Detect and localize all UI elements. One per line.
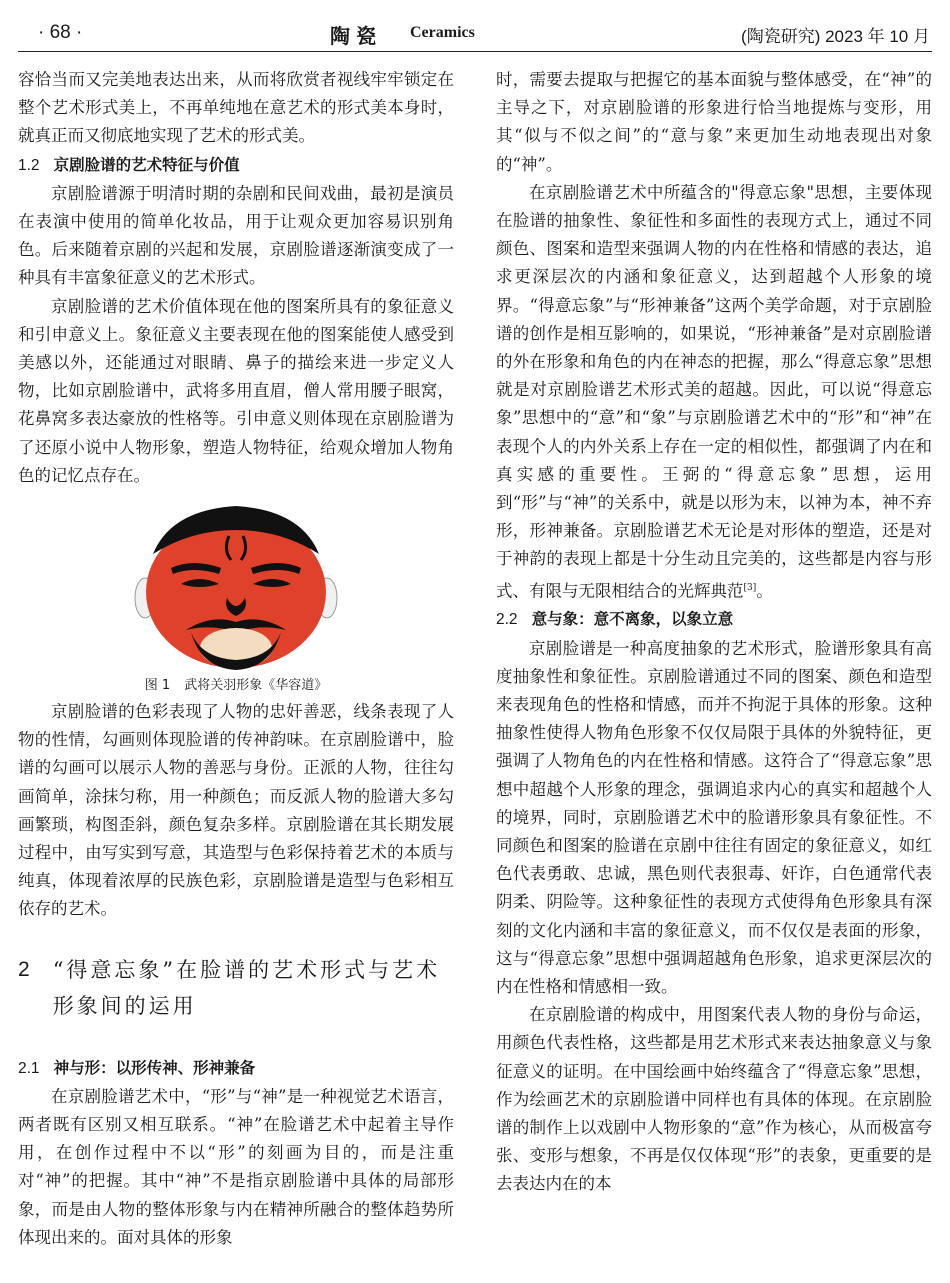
opera-mask-image (131, 502, 341, 670)
figure-caption (18, 676, 454, 696)
paragraph: 在京剧脸谱艺术中，“形”与“神”是一种视觉艺术语言，两者既有区别又相互联系。“神”在脸谱艺术中起着主导作用，在创作过程中不以“形”的刻画为目的，而是注重对“神”的把握。其中“神”不是指京剧脸谱中具体的局部形象，而是由人物的整体形象与内在精神所融合的整体趋势所体现出来的。面对具体的形象 (18, 1086, 454, 1247)
paragraph-text: 在京剧脸谱艺术中所蕴含的"得意忘象"思想，主要体现在脸谱的抽象性、象征性和多面性的表现方式上，通过不同颜色、图案和造型来强调人物的内在性格和情感的表达，追求更深层次的内涵和象征意义，达到超越个人形象的境界。“得意忘象”与“形神兼备”这两个美学命题，对于京剧脸谱的创作是相互影响的，如果说，“形神兼备”是对京剧脸谱的外在形象和角色的内在神态的把握，那么“得意忘象”思想就是对京剧脸谱艺术形式美的超越。因此，可以说“得意忘象”思想中的“意”和“象”与京剧脸谱艺术中的“形”和“神”在表现个人的内外关系上存在一定的相似性，都强调了内在和真实感的重要性。王弼的“得意忘象”思想，运用到“形”与“神”的关系中，就是以形为末，以神为本，神不弃形，形神兼备。京剧脸谱艺术无论是对形体的塑造，还是对于神韵的表现上都是十分生动且完美的，这些都是内容与形式、有限与无限相结合的光辉典范 (496, 182, 932, 601)
left-column (18, 66, 454, 1252)
issue-info: (陶瓷研究) 2023 年 10 月 (741, 27, 930, 46)
paragraph: 在京剧脸谱的构成中，用图案代表人物的身份与命运，用颜色代表性格，这些都是用艺术形式来表达抽象意义与象征意义的证明。在中国绘画中始终蕴含了“得意忘象”思想，作为绘画艺术的京剧脸谱中同样也有具体的体现。在京剧脸谱的制作上以戏剧中人物形象的“意”作为核心，从而极富夸张、变形与想象，不再是仅仅体现“形”的表象，更重要的是去表达内在的本 (496, 1005, 932, 1194)
figure-label: 图 1 (144, 678, 171, 694)
header-rule (18, 51, 932, 52)
paragraph: 时，需要去提取与把握它的基本面貌与整体感受，在“神”的主导之下，对京剧脸谱的形象进行恰当地提炼与变形，用其“似与不似之间”的“意与象”来更加生动地表现出对象的“神”。 (496, 70, 932, 174)
page-number: · 68 · (38, 22, 83, 43)
section-title: 神与形：以形传神、形神兼备 (53, 1058, 256, 1077)
section-heading-1-2 (18, 151, 454, 180)
paragraph: 京剧脸谱源于明清时期的杂剧和民间戏曲，最初是演员在表演中使用的简单化妆品，用于让观众更加容易识别角色。后来随着京剧的兴起和发展，京剧脸谱逐渐演变成了一种具有丰富象征意义的艺术形式。 (18, 183, 454, 288)
figure-1 (18, 502, 454, 696)
paragraph: 京剧脸谱的色彩表现了人物的忠奸善恶，线条表现了人物的性情，勾画则体现脸谱的传神韵味。在京剧脸谱中，脸谱的勾画可以展示人物的善恶与身份。正派的人物，往往勾画简单，涂抹匀称，用一种颜色；而反派人物的脸谱大多勾画繁琐，构图歪斜，颜色复杂多样。京剧脸谱在其长期发展过程中，由写实到写意，其造型与色彩保持着艺术的本质与纯真，体现着浓厚的民族色彩，京剧脸谱是造型与色彩相互依存的艺术。 (18, 702, 454, 919)
paragraph-end: 。 (756, 581, 773, 601)
paragraph: 容恰当而又完美地表达出来，从而将欣赏者视线牢牢锁定在整个艺术形式美上，不再单纯地在意艺术的形式美本身时，就真正而又彻底地实现了艺术的形式美。 (18, 70, 454, 146)
section-title: “得意忘象”在脸谱的艺术形式与艺术形象间的运用 (52, 957, 441, 1018)
paragraph (496, 179, 932, 606)
figure-caption-text: 武将关羽形象《华容道》 (184, 678, 328, 694)
section-number: 2 (18, 957, 33, 981)
section-number: 1.2 (18, 156, 40, 174)
running-header (20, 18, 930, 50)
right-column (496, 66, 932, 1199)
section-number: 2.2 (496, 611, 518, 629)
section-heading-2-2 (496, 605, 932, 634)
paragraph: 京剧脸谱是一种高度抽象的艺术形式，脸谱形象具有高度抽象性和象征性。京剧脸谱通过不同的图案、颜色和造型来表现角色的性格和情感，而并不拘泥于具体的形象。这种抽象性使得人物角色形象不仅仅局限于具体的外貌特征，更强调了人物角色的内在性格和情感。这符合了“得意忘象”思想中超越个人形象的理念，强调追求内心的真实和超越个人的境界，同时，京剧脸谱艺术中的脸谱形象具有象征性。不同颜色和图案的脸谱在京剧中往往有固定的象征意义，如红色代表勇敢、忠诚，黑色则代表狠毒、奸诈，白色通常代表阴柔、阴险等。这种象征性的表现方式使得角色形象具有深刻的文化内涵和丰富的象征意义，而不仅仅是表面的形象，这与“得意忘象”思想中强调超越角色形象，追求更深层次的内在性格和情感相一致。 (496, 638, 932, 996)
section-heading-2-1 (18, 1054, 454, 1083)
section-title: 京剧脸谱的艺术特征与价值 (53, 155, 240, 174)
citation-ref: [3] (743, 582, 757, 593)
section-title: 意与象：意不离象，以象立意 (531, 610, 734, 629)
journal-title-cn: 陶瓷 (330, 24, 382, 48)
paragraph: 京剧脸谱的艺术价值体现在他的图案所具有的象征意义和引申意义上。象征意义主要表现在他的图案能使人感受到美感以外，还能通过对眼睛、鼻子的描绘来进一步定义人物，比如京剧脸谱中，武将多用直眉，僧人常用腰子眼窝，花鼻窝多表达豪放的性格等。引申意义则体现在京剧脸谱为了还原小说中人物形象，塑造人物特征，给观众增加人物角色的记忆点存在。 (18, 296, 454, 485)
journal-title-en: Ceramics (410, 24, 475, 41)
section-number: 2.1 (18, 1059, 40, 1077)
section-heading-2 (18, 952, 454, 1024)
